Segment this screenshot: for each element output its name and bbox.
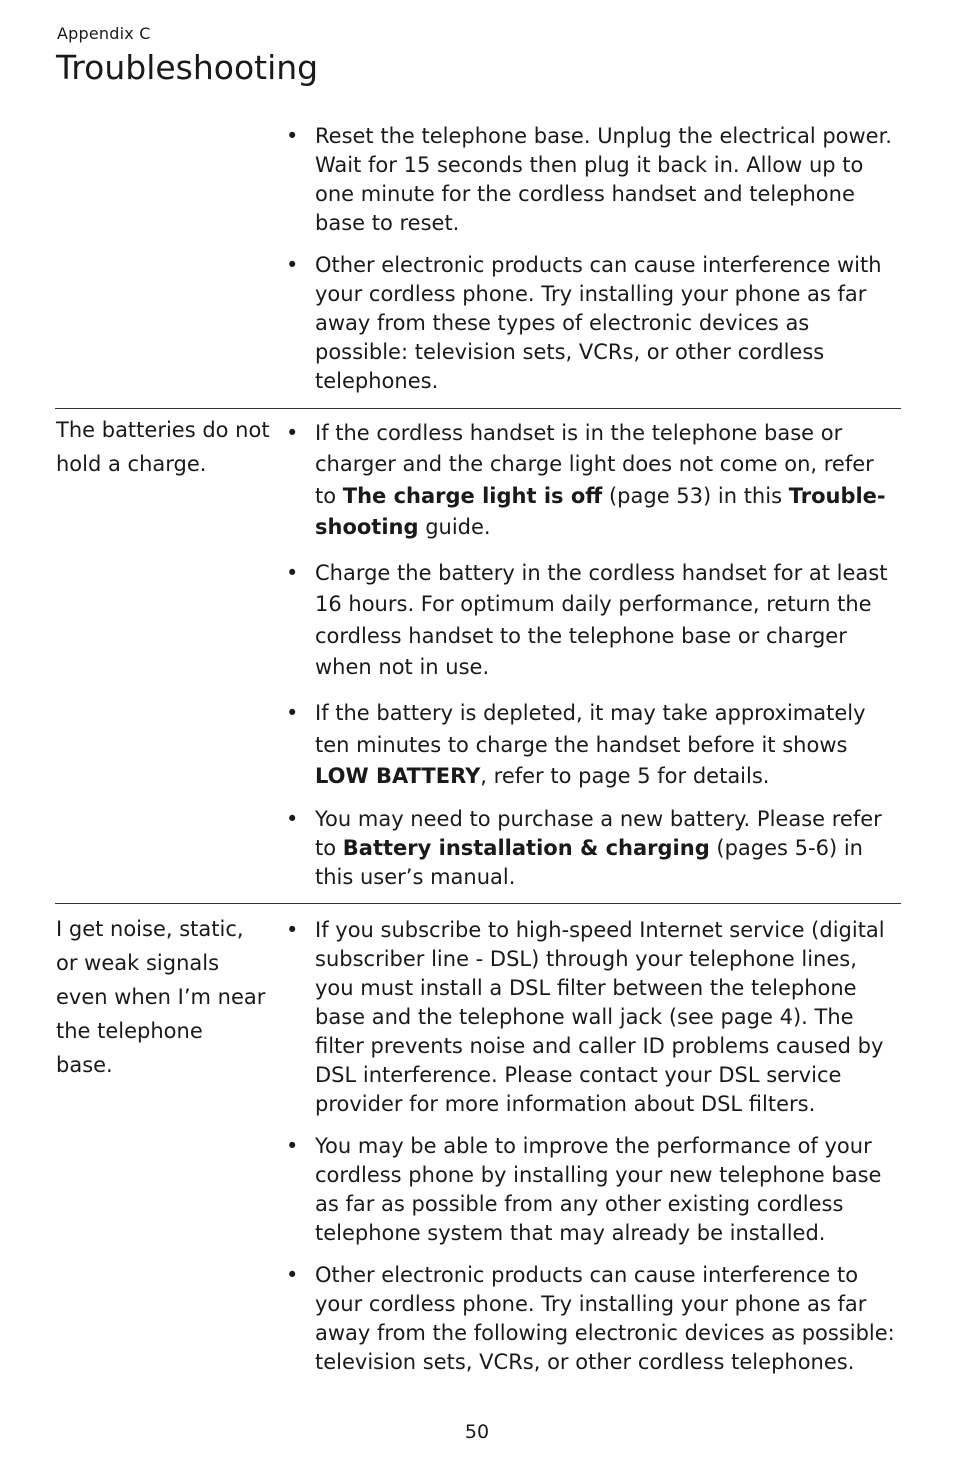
problem-text: I get noise, static, or weak signals even when I’m near the telephone base.	[56, 917, 266, 1077]
solution-text: If the cordless handset is in the telephone base or charger and the charge light does not come on, refer to	[315, 421, 874, 508]
page-number: 50	[464, 1421, 490, 1443]
solution-text: You may need to purchase a new battery. Please refer to	[315, 807, 882, 861]
solution-item	[283, 805, 901, 892]
solution-text: Reset the telephone base. Unplug the electrical power. Wait for 15 seconds then plug it back in. Allow up to one minute for the cordless handset and telephone base to reset.	[315, 124, 892, 235]
solution-text: , refer to page 5 for details.	[480, 763, 770, 788]
row-divider	[55, 903, 901, 904]
cross-reference: Trouble- shooting	[315, 483, 886, 539]
solution-item	[283, 251, 901, 396]
solution-item	[283, 122, 901, 238]
solution-text: You may be able to improve the performance of your cordless phone by installing your new telephone base as far as possible from any other existing cordless telephone system that may already be installed.	[315, 1134, 882, 1245]
cross-reference: The charge light is off	[342, 483, 603, 508]
solution-item	[283, 698, 901, 792]
solution-item	[283, 1132, 901, 1248]
solution-list-2	[283, 916, 901, 1377]
solution-text: Other electronic products can cause interference with your cordless phone. Try installing your phone as far away from these types of electronic devices as possible: television sets, VCRs, or other cordless telephones.	[315, 253, 882, 393]
page-title: Troubleshooting	[56, 48, 319, 87]
solution-text: Charge the battery in the cordless handset for at least 16 hours. For optimum daily performance, return the cordless handset to the telephone base or charger when not in use.	[315, 561, 888, 680]
solution-item	[283, 1261, 901, 1377]
solution-text: (pages 5-6) in this user’s manual.	[315, 836, 863, 890]
solution-text: guide.	[418, 514, 491, 539]
solution-text: (page 53) in this	[602, 483, 789, 508]
row-divider	[55, 408, 901, 409]
cross-reference: Battery installation & charging	[342, 836, 710, 861]
solution-text: If the battery is depleted, it may take approximately ten minutes to charge the handset before it shows	[315, 701, 866, 757]
section-label: Appendix C	[57, 24, 151, 43]
solution-text: Other electronic products can cause interference to your cordless phone. Try installing your phone as far away from the following electronic devices as possible: television sets, VCRs, or other cordless telephones.	[315, 1263, 895, 1374]
solution-text: If you subscribe to high-speed Internet service (digital subscriber line - DSL) through your telephone lines, you must install a DSL filter between the telephone base and the telephone wall jack (see page 4). The filter prevents noise and caller ID problems caused by DSL interference. Please contact your DSL service provider for more information about DSL filters.	[315, 918, 885, 1116]
solution-item	[283, 558, 901, 683]
solution-item	[283, 418, 901, 543]
solution-list-0	[283, 122, 901, 396]
solution-item	[283, 916, 901, 1119]
solution-list-1	[283, 418, 901, 892]
display-message: LOW BATTERY	[315, 763, 481, 788]
problem-text: The batteries do not hold a charge.	[56, 418, 270, 476]
